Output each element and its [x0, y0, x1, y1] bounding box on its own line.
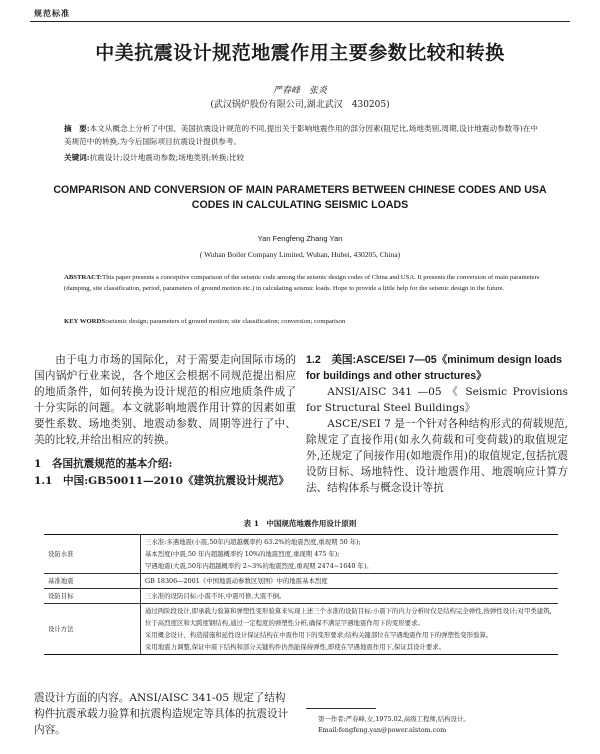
footnote-author: 第一作者:严春峰,女,1975.02,高级工程师,结构设计。	[318, 715, 470, 723]
asce-paragraph: ASCE/SEI 7 是一个针对各种结构形式的荷载规范,除规定了直接作用(如永久荷载和可变荷载)的取值规定外,还规定了间接作用(如地震作用)的取值规定,包括抗震设防目标、场地特性、设计地震作用、地震响应计算方法、结构体系与概念设计等抗	[306, 418, 568, 494]
title-chinese: 中美抗震设计规范地震作用主要参数比较和转换	[95, 42, 505, 64]
footnote-email: Email:fengfeng.yan@power.alstom.com	[318, 726, 447, 734]
table-row-content	[141, 589, 559, 604]
keywords-chinese-label: 关键词:	[64, 153, 90, 162]
table-row-label: 设计方法	[44, 604, 141, 655]
abstract-chinese-text: 本文从概念上分析了中国、美国抗震设计规范的不同,提出关于影响地震作用的部分因素(阻尼比,场地类别,周期,设计地震动参数等)在中美规范中的转换,为今后国际项目抗震设计提供参考。	[64, 124, 539, 146]
table-cell-line: 采用概念设计、构造措施和延性设计保证结构在中震作用下的变形要求;结构关键部位在罕遇地震作用下的弹塑性变形验算。	[145, 631, 493, 639]
abstract-chinese-label: 摘 要:	[64, 124, 90, 133]
footnote	[318, 714, 578, 736]
table-cell-line: 采用地震力调整,保证中震下结构和部分关键构件仍然能保持弹性,即使在罕遇地震作用下,保证其设计要求。	[145, 643, 446, 651]
table-cell-line: 罕遇地震(大震,50年内超越概率约 2~3%的地震烈度,重现期 2474~1640 年)。	[145, 562, 373, 570]
abstract-english-text: This paper presents a conceptive comparison of the seismic code among the seismic design codes of China and USA. It presents the conversion of main parameters (damping, site classification, period, parameters of ground motion etc.) in calculating seismic loads. Hope to provide a little help for the seismic design in the future.	[64, 274, 540, 292]
affiliation-english: ( Wuhan Boiler Company Limited, Wuhan, Hubei, 430205, China)	[199, 250, 401, 259]
table-row	[44, 604, 558, 655]
abstract-english	[64, 272, 544, 294]
keywords-chinese	[64, 152, 544, 163]
table-cell-line: 通过两阶段设计,即承载力验算和弹塑性变形验算来实现上述三个水准的设防目标:小震下的内力分析时仅是结构完全弹性,按弹性设计;对甲类建筑,位于高烈度区和大跨度钢结构,通过一定程度的弹塑性分析,确保不满足罕遇地震作用下的变形要求。	[145, 607, 552, 627]
table-cell-line: GB 18306—2001《中国地震动参数区划图》中的地震基本烈度	[145, 577, 328, 585]
intro-paragraph: 由于电力市场的国际化，对于需要走向国际市场的国内锅炉行业来说，各个地区会根据不同规范提出相应的地质条件，如何转换为设计规范的相应地质条件成了十分实际的问题。本文就影响地震作用计算的因素如重要性系数、场地类别、地震动参数、周期等进行了中、美的比较,并给出相应的转换。	[34, 354, 296, 446]
authors-english: Yan Fengfeng Zhang Yan	[257, 234, 343, 243]
table-row-content	[141, 574, 559, 589]
body-left-column	[34, 352, 296, 489]
footnote-rule	[306, 708, 376, 709]
section-heading-1: 1 各国抗震规范的基本介绍:	[34, 458, 173, 470]
design-principles-table	[44, 534, 558, 655]
keywords-chinese-text: 抗震设计;设计地震动参数;场地类别;转换;比较	[89, 153, 245, 162]
table-row-label: 基准地震	[44, 574, 141, 589]
table-row-label: 设防水准	[44, 535, 141, 574]
abstract-chinese	[64, 123, 544, 148]
affiliation-chinese: (武汉锅炉股份有限公司,湖北武汉 430205)	[210, 100, 390, 110]
body-right-column	[306, 352, 568, 496]
table-row	[44, 535, 558, 574]
header-rule	[30, 21, 570, 22]
table-title: 表 1 中国规范地震作用设计原则	[243, 519, 357, 528]
table-cell-line: 三水准的设防目标:小震不坏,中震可修,大震不倒。	[145, 592, 286, 600]
authors-chinese: 严春峰 张炎	[272, 86, 327, 96]
section-heading-1-2: 1.2 美国:ASCE/SEI 7—05《minimum design loads for buildings and other structures》	[306, 354, 563, 382]
table-row-content	[141, 604, 559, 655]
section-heading-1-1: 1.1 中国:GB50011—2010《建筑抗震设计规范》	[34, 475, 289, 487]
keywords-english-text: seismic design; parameters of ground motion; site classification; conversion; comparison	[107, 318, 346, 325]
table-row	[44, 574, 558, 589]
table-row-content	[141, 535, 559, 574]
keywords-english	[64, 318, 544, 325]
table-row-label: 设防目标	[44, 589, 141, 604]
table-cell-line: 基本烈度(中震,50 年内超越概率约 10%的地震烈度,重现期 475 年);	[145, 550, 340, 558]
aisc-paragraph: ANSI/AISC 341 —05 《 Seismic Provisions for Structural Steel Buildings》	[306, 386, 568, 414]
title-english: COMPARISON AND CONVERSION OF MAIN PARAMETERS BETWEEN CHINESE CODES AND USA CODES IN CALCULATING SEISMIC LOADS	[53, 184, 547, 211]
continued-paragraph: 震设计方面的内容。ANSI/AISC 341-05 规定了结构构件抗震承载力验算和抗震构造规定等具体的抗震设计内容。	[34, 692, 289, 736]
abstract-english-label: ABSTRACT:	[64, 274, 103, 281]
table-row	[44, 589, 558, 604]
journal-section-tag: 规范标准	[34, 9, 70, 18]
table-cell-line: 三水准:多遇地震(小震,50年内超越概率约 63.2%的地震烈度,重现期 50 年);	[145, 538, 361, 546]
keywords-english-label: KEY WORDS:	[64, 318, 108, 325]
